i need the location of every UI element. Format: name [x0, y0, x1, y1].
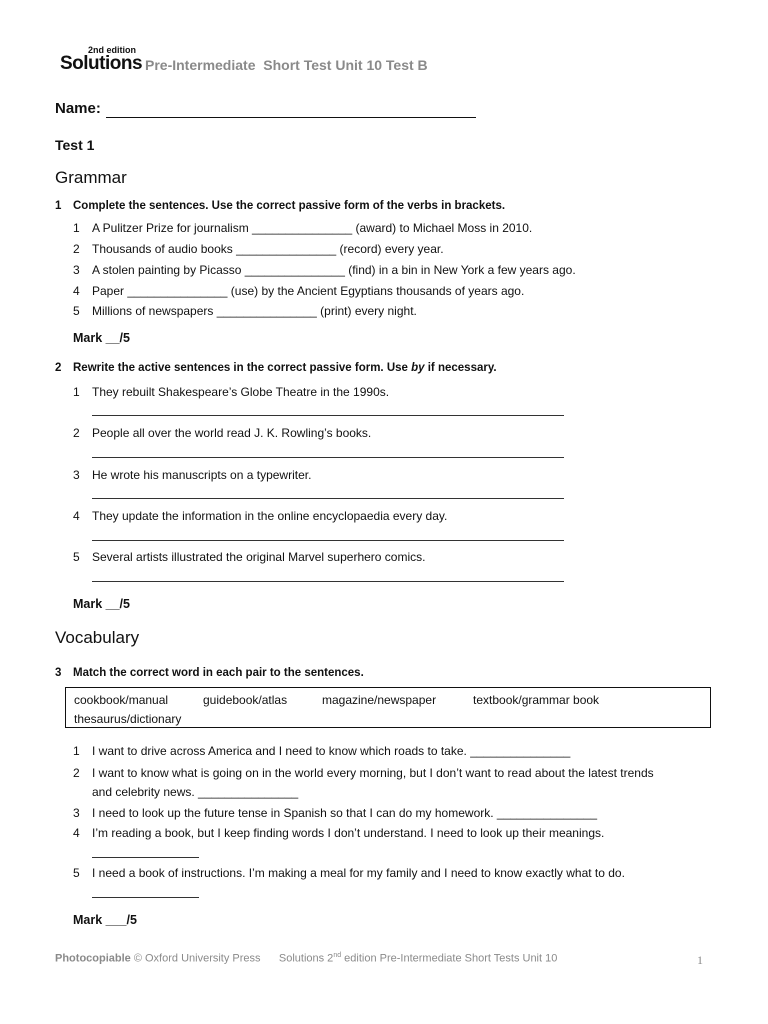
q3-item-number: 5 [73, 866, 80, 880]
footer-series-post: edition Pre-Intermediate Short Tests Unit 10 [341, 952, 558, 965]
test-label: Test 1 [55, 137, 95, 153]
footer-series-sup: nd [333, 952, 342, 959]
q2-mark: Mark __/5 [73, 597, 130, 611]
solutions-logo: Solutions [60, 53, 143, 74]
q2-answer-line[interactable] [92, 457, 564, 458]
q3-item-number: 2 [73, 766, 80, 780]
q1-item-number: 4 [73, 284, 80, 298]
q1-item-text[interactable]: A stolen painting by Picasso _______________ (find) in a bin in New York a few years ago. [92, 263, 576, 277]
q1-item-number: 1 [73, 221, 80, 235]
q2-item-number: 4 [73, 509, 80, 523]
question-2-number: 2 [55, 362, 62, 374]
question-3-instruction: Match the correct word in each pair to the sentences. [73, 667, 364, 679]
word-pair: magazine/newspaper [322, 693, 437, 707]
footer-press: © Oxford University Press [130, 952, 261, 965]
page-number: 1 [697, 953, 703, 967]
q1-item-text[interactable]: A Pulitzer Prize for journalism _______________ (award) to Michael Moss in 2010. [92, 221, 533, 235]
word-box [65, 687, 711, 728]
q2-item-text: Several artists illustrated the original Marvel superhero comics. [92, 550, 426, 564]
q1-item-text[interactable]: Paper _______________ (use) by the Ancient Egyptians thousands of years ago. [92, 284, 525, 298]
word-pair: cookbook/manual [74, 693, 169, 707]
q2-instruction-by: by [411, 362, 425, 374]
q2-instruction-pre: Rewrite the active sentences in the correct passive form. Use [73, 362, 412, 374]
question-1-instruction: Complete the sentences. Use the correct passive form of the verbs in brackets. [73, 200, 506, 212]
q3-item-text: I want to know what is going on in the world every morning, but I don’t want to read about the latest trends [92, 766, 654, 780]
q3-item-number: 3 [73, 806, 80, 820]
word-pair: textbook/grammar book [473, 693, 600, 707]
grammar-heading: Grammar [55, 168, 127, 187]
footer-series-pre: Solutions 2 [278, 952, 334, 965]
logo-edition: 2nd edition [88, 45, 136, 55]
q2-item-number: 2 [73, 426, 80, 440]
q3-item-text-continued[interactable]: and celebrity news. _______________ [92, 785, 299, 799]
q2-answer-line[interactable] [92, 415, 564, 416]
q1-item-text[interactable]: Millions of newspapers _______________ (print) every night. [92, 304, 417, 318]
name-answer-line[interactable] [106, 117, 476, 118]
vocabulary-heading: Vocabulary [55, 628, 140, 647]
q3-item-number: 1 [73, 744, 80, 758]
q3-item-text: I need a book of instructions. I’m making a meal for my family and I need to know exactly what to do. [92, 866, 625, 880]
question-2-instruction [73, 362, 497, 374]
q2-item-number: 5 [73, 550, 80, 564]
footer-photocopiable: Photocopiable [55, 952, 131, 965]
q1-item-text[interactable]: Thousands of audio books _______________ (record) every year. [92, 242, 444, 256]
q3-answer-line[interactable] [92, 857, 199, 858]
q2-item-text: He wrote his manuscripts on a typewriter. [92, 468, 312, 482]
question-3-number: 3 [55, 667, 62, 679]
name-label: Name: [55, 100, 101, 117]
q1-item-number: 5 [73, 304, 80, 318]
q2-item-text: They rebuilt Shakespeare’s Globe Theatre in the 1990s. [92, 385, 390, 399]
q2-item-number: 3 [73, 468, 80, 482]
footer [55, 952, 557, 965]
q3-item-number: 4 [73, 826, 80, 840]
q2-item-text: They update the information in the online encyclopaedia every day. [92, 509, 448, 523]
q3-item-text[interactable]: I want to drive across America and I need to know which roads to take. _______________ [92, 744, 571, 758]
page-title: Pre-Intermediate Short Test Unit 10 Test B [145, 57, 428, 73]
q2-answer-line[interactable] [92, 498, 564, 499]
q2-instruction-post: if necessary. [424, 362, 497, 374]
question-1-number: 1 [55, 200, 62, 212]
q3-answer-line[interactable] [92, 897, 199, 898]
q2-item-number: 1 [73, 385, 80, 399]
q1-mark: Mark __/5 [73, 331, 130, 345]
q1-item-number: 2 [73, 242, 80, 256]
q2-answer-line[interactable] [92, 540, 564, 541]
q3-mark: Mark ___/5 [73, 913, 137, 927]
q1-item-number: 3 [73, 263, 80, 277]
q2-item-text: People all over the world read J. K. Rowling’s books. [92, 426, 372, 440]
word-pair: thesaurus/dictionary [74, 712, 182, 726]
q3-item-text: I’m reading a book, but I keep finding words I don’t understand. I need to look up their meanings. [92, 826, 605, 840]
q2-answer-line[interactable] [92, 581, 564, 582]
q3-item-text[interactable]: I need to look up the future tense in Spanish so that I can do my homework. _______________ [92, 806, 598, 820]
word-pair: guidebook/atlas [203, 693, 288, 707]
